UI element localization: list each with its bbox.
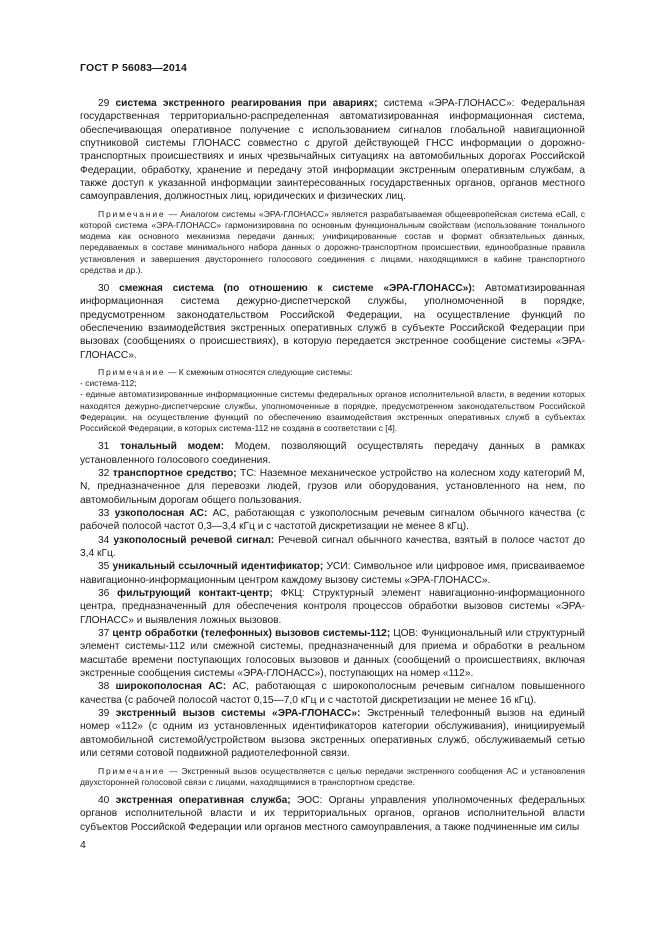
term-number: 35 xyxy=(98,561,110,573)
term-definition: ТС: Наземное механическое устройство на колесном ходу категорий M, N, предназначенное для перевозки людей, грузов или оборудования, установленного на нем, по автомобильным дорогам общего пользования. xyxy=(80,467,585,506)
term-name: смежная система (по отношению к системе «ЭРА-ГЛОНАСС»): xyxy=(119,282,476,294)
term-definition: ЭОС: Органы управления уполномоченных федеральных органов исполнительной власти и их территориальных органов, органов исполнительной власти субъектов Российской Федерации или органов местного самоуправления, а также подчиненные им силы xyxy=(80,794,586,833)
definition-40 xyxy=(80,794,585,834)
term-name: тональный модем: xyxy=(120,441,225,453)
term-number: 39 xyxy=(98,708,110,720)
term-number: 38 xyxy=(98,681,110,693)
term-number: 30 xyxy=(98,282,110,294)
note-text: — Экстренный вызов осуществляется с целью передачи экстренного сообщения АС и установления двухсторонней голосовой связи с лицами, находящимися в транспортном средстве. xyxy=(80,765,585,787)
definition-32 xyxy=(80,467,585,507)
term-name: система экстренного реагирования при авариях; xyxy=(115,98,378,109)
term-name: узкополосный речевой сигнал: xyxy=(113,534,275,546)
term-number: 32 xyxy=(98,467,110,479)
term-definition: АС, работающая с узкополосным речевым сигналом обычного качества (с рабочей полосой частот 0,3—3,4 кГц и с частотой дискретизации не менее 8 кГц). xyxy=(80,507,585,533)
term-number: 40 xyxy=(98,794,110,806)
note-label: Примечание xyxy=(98,208,166,219)
term-name: транспортное средство; xyxy=(112,467,237,479)
note-39 xyxy=(80,766,585,788)
term-number: 29 xyxy=(98,98,110,109)
term-name: уникальный ссылочный идентификатор; xyxy=(112,561,324,573)
definition-36 xyxy=(80,587,585,627)
note-29 xyxy=(80,209,585,276)
term-name: центр обработки (телефонных) вызовов системы-112; xyxy=(112,628,391,640)
term-number: 34 xyxy=(98,534,110,546)
definition-39 xyxy=(80,707,585,760)
term-definition: Речевой сигнал обычного качества, взятый в полосе частот до 3,4 кГц. xyxy=(80,534,585,559)
definition-37 xyxy=(80,627,585,680)
term-name: экстренная оперативная служба; xyxy=(115,794,291,806)
note-30 xyxy=(80,367,585,434)
term-name: экстренный вызов системы «ЭРА-ГЛОНАСС»: xyxy=(115,708,361,720)
definition-33 xyxy=(80,507,585,534)
page-number: 4 xyxy=(80,839,86,851)
term-definition: УСИ: Символьное или цифровое имя, присваиваемое навигационно-информационным центром каждому вызову системы «ЭРА-ГЛОНАСС». xyxy=(80,561,585,586)
term-name: узкополосная АС: xyxy=(114,507,208,519)
note-text: — К смежным относятся следующие системы: xyxy=(165,367,353,378)
term-number: 31 xyxy=(98,441,110,453)
term-definition: ФКЦ: Структурный элемент навигационно-информационного центра, предназначенный для обеспечения контроля процессов обработки вызовов системы «ЭРА-ГЛОНАСС» и выявления ложных вызовов. xyxy=(80,588,585,626)
term-definition: Экстренный телефонный вызов на единый номер «112» (с одним из установленных идентификаторов категории обслуживания), инициируемый автомобильной системой/устройством вызова экстренных оперативных служб, обслуживаемый сетью или сетями сотовой подвижной радиотелефонной связи. xyxy=(80,708,585,760)
document-body xyxy=(80,97,585,834)
term-definition: ЦОВ: Функциональный или структурный элемент системы-112 или смежной системы, предназначенный для приема и обработки в реальном масштабе времени поступающих голосовых вызовов и данных (сообщений о происшествиях, включая экстренные сообщения системы «ЭРА-ГЛОНАСС»), поступающих на номер «112». xyxy=(80,628,585,680)
note-label: Примечание xyxy=(98,765,166,776)
term-number: 36 xyxy=(98,588,110,600)
definition-30 xyxy=(80,282,585,362)
term-name: широкополосная АС: xyxy=(115,681,227,693)
document-header: ГОСТ Р 56083—2014 xyxy=(80,62,188,74)
term-number: 33 xyxy=(98,507,110,519)
note-text: — Аналогом системы «ЭРА-ГЛОНАСС» является разрабатываемая общеевропейская система eCall, с которой система «ЭРА-ГЛОНАСС» гармонизирована по основным функциональным свойствам (использование тонального модема как основного механизма передачи данных; унифицированные состав и формат обязательных данных, передаваемых в составе минимального набора данных о дорожно-транспортном происшествии, единообразные правила установления и завершения двустороннего голосового соединения с лицами, находящимися в кабине транспортного средства и др.). xyxy=(80,208,585,275)
definition-31 xyxy=(80,440,585,467)
definition-35 xyxy=(80,560,585,587)
note-list-item: - система-112; xyxy=(80,378,137,389)
term-name: фильтрующий контакт-центр; xyxy=(117,588,273,600)
note-list-item: - единые автоматизированные информационные системы федеральных органов исполнительной власти, в ведении которых находятся дежурно-диспетчерские службы, уполномоченные в порядке, предусмотренном законодательством Российской Федерации, на осуществление функций по обеспечению взаимодействия экстренных оперативных служб в субъектах Российской Федерации, в которых система-112 не создана в соответствии с [4]. xyxy=(80,389,585,434)
term-definition: Автоматизированная информационная система дежурно-диспетчерской службы, уполномоченной в порядке, предусмотренном законодательством Российской Федерации, на осуществление функций по обеспечению взаимодействия экстренных оперативных служб в субъекте Российской Федерации при вызовах (сообщениях о происшествиях), в которую передается экстренное сообщение системы «ЭРА-ГЛОНАСС». xyxy=(80,282,585,361)
definition-34 xyxy=(80,534,585,561)
term-definition: Модем, позволяющий осуществлять передачу данных в рамках установленного голосового соединения. xyxy=(80,441,585,466)
term-definition: АС, работающая с широкополосным речевым сигналом повышенного качества (с рабочей полосой частот 0,15—7,0 кГц и с частотой дискретизации не менее 16 кГц). xyxy=(80,681,585,706)
term-definition: система «ЭРА-ГЛОНАСС»: Федеральная государственная территориально-распределенная автоматизированная информационная система, обеспечивающая оперативное получение с использованием сигналов глобальной навигационной спутниковой системы ГЛОНАСС совместно с другой действующей ГНСС информации о дорожно-транспортных происшествиях и иных чрезвычайных ситуациях на автомобильных дорогах Российской Федерации, обработку, хранение и передачу этой информации экстренным оперативным службам, а также доступ к указанной информации заинтересованных государственных органов, органов местного самоуправления, должностных лиц, юридических и физических лиц. xyxy=(80,98,585,203)
note-label: Примечание xyxy=(98,367,166,378)
term-number: 37 xyxy=(98,628,110,640)
definition-38 xyxy=(80,680,585,707)
definition-29 xyxy=(80,97,585,204)
